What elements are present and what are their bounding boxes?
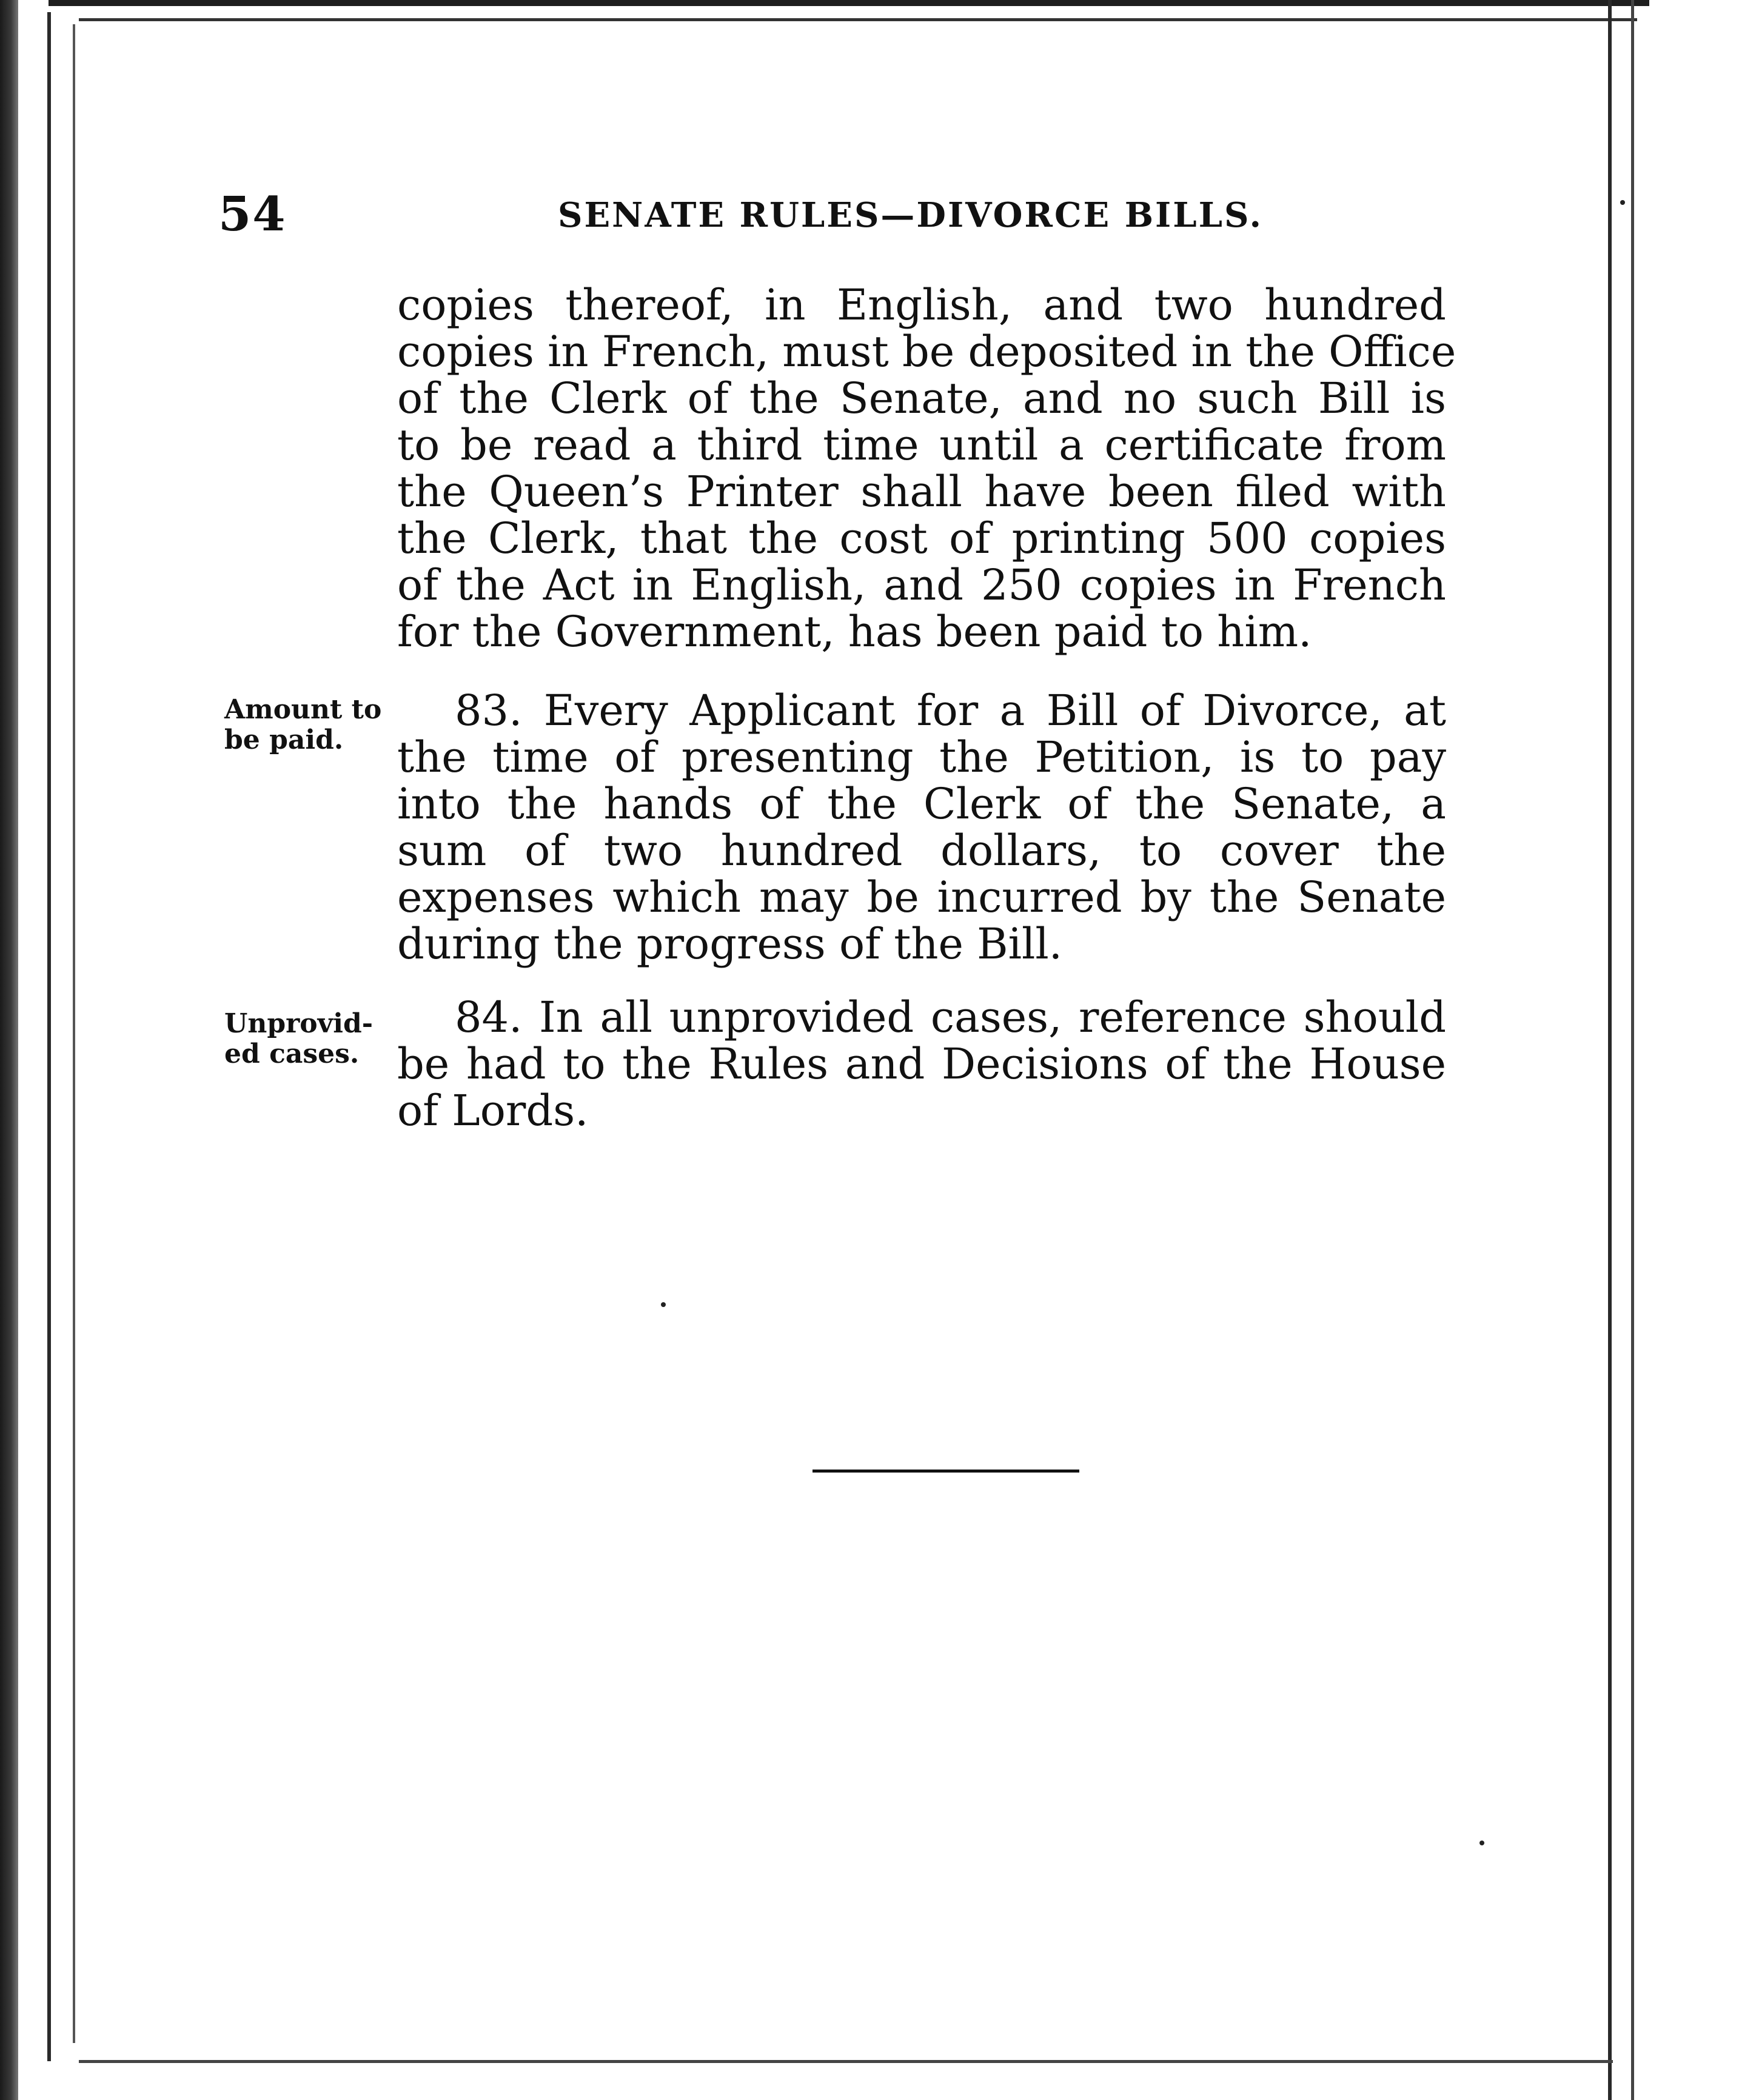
ink-speck (1479, 1841, 1484, 1845)
rule-84-paragraph (397, 994, 1446, 1134)
running-head (218, 187, 1479, 253)
ink-speck (661, 1302, 666, 1307)
text-line: of Lords. (397, 1086, 589, 1135)
rule-83-paragraph (397, 687, 1446, 968)
binding-shadow (0, 0, 18, 2100)
margin-note-line: Unprovid- (224, 1008, 373, 1039)
text-line: copies thereof, in English, and two hundred (397, 280, 1446, 330)
text-line: copies in French, must be deposited in the Office (397, 327, 1456, 376)
text-line: expenses which may be incurred by the Senate (397, 872, 1446, 922)
margin-note-unprovided-cases (224, 1009, 373, 1069)
margin-note-amount-to-be-paid (224, 695, 381, 755)
page-right-edge (1608, 0, 1612, 2100)
text-line: be had to the Rules and Decisions of the House (397, 1039, 1446, 1089)
page-left-edge (47, 12, 51, 2061)
margin-note-line: Amount to (224, 694, 382, 725)
text-line: for the Government, has been paid to him. (397, 607, 1312, 657)
page-left-inner-edge (73, 24, 75, 2043)
text-line: during the progress of the Bill. (397, 919, 1063, 969)
margin-note-line: ed cases. (224, 1038, 360, 1069)
text-line: the time of presenting the Petition, is to pay (397, 732, 1446, 782)
page-bottom-edge (79, 2060, 1613, 2063)
text-line: into the hands of the Clerk of the Senate, a (397, 779, 1446, 829)
text-line: 84. In all unprovided cases, reference should (455, 992, 1446, 1042)
page-top-inner-edge (79, 18, 1637, 21)
text-line: the Queen’s Printer shall have been filed with (397, 467, 1446, 517)
text-line: of the Clerk of the Senate, and no such Bill is (397, 373, 1446, 423)
page-top-edge (49, 0, 1649, 6)
continued-paragraph (397, 280, 1456, 657)
text-line: sum of two hundred dollars, to cover the (397, 826, 1446, 875)
text-line: 83. Every Applicant for a Bill of Divorce, at (455, 686, 1446, 735)
page-number: 54 (218, 187, 287, 242)
ink-speck (1620, 200, 1625, 205)
page-right-outer-edge (1631, 0, 1634, 2100)
text-line: of the Act in English, and 250 copies in French (397, 560, 1446, 610)
margin-note-line: be paid. (224, 724, 344, 755)
text-line: the Clerk, that the cost of printing 500 copies (397, 513, 1446, 563)
page-title: SENATE RULES—DIVORCE BILLS. (558, 195, 1263, 235)
text-line: to be read a third time until a certificate from (397, 420, 1446, 470)
section-end-rule (813, 1470, 1079, 1473)
